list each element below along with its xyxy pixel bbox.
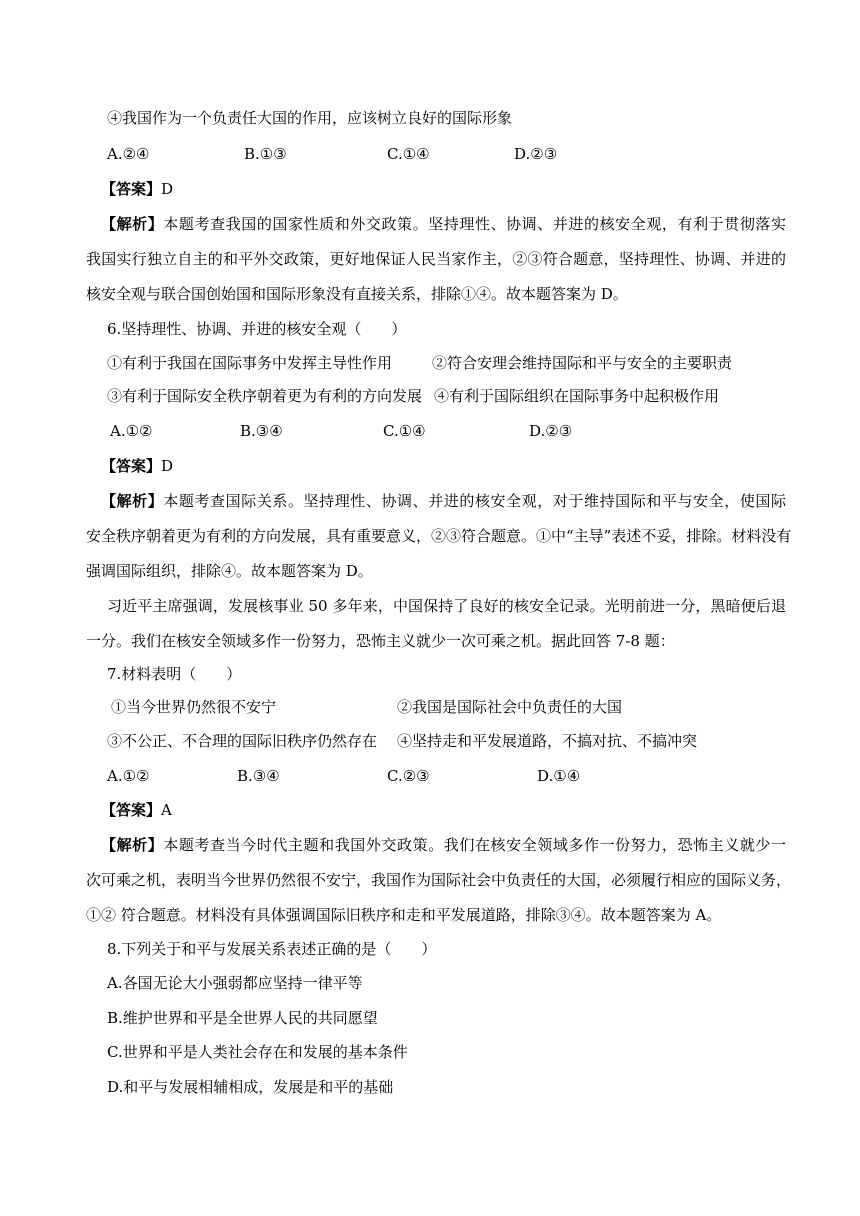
- q7-stem: 7.材料表明（ ）: [107, 665, 242, 683]
- q6-option-3: ③有利于国际安全秩序朝着更为有利的方向发展: [107, 387, 423, 405]
- answer-label: 【答案】: [101, 457, 162, 475]
- material-line-2: 一分。我们在核安全领域多作一份努力，恐怖主义就少一次可乘之机。据此回答 7-8 题：: [86, 632, 675, 650]
- q7-analysis-line-2: 次可乘之机，表明当今世界仍然很不安宁，我国作为国际社会中负责任的大国，必须履行相应的国际义务，: [86, 871, 792, 889]
- q8-option-a: A.各国无论大小强弱都应坚持一律平等: [107, 974, 363, 992]
- answer-label: 【答案】: [101, 180, 162, 198]
- q5-choice-b: B.①③: [244, 145, 287, 163]
- q5-answer: [101, 179, 801, 199]
- q5-choice-d: D.②③: [514, 145, 558, 163]
- q5-analysis-line-1: 【解析】本题考查我国的国家性质和外交政策。坚持理性、协调、并进的核安全观，有利于贯彻落实: [101, 215, 786, 233]
- q6-answer: [101, 456, 801, 476]
- q7-choice-b: B.③④: [237, 767, 280, 785]
- q7-option-1: ①当今世界仍然很不安宁: [111, 698, 277, 716]
- analysis-label: 【解析】: [101, 215, 164, 233]
- q7-choice-c: C.②③: [387, 767, 430, 785]
- q7-option-2: ②我国是国际社会中负责任的大国: [397, 698, 623, 716]
- q6-choice-c: C.①④: [383, 422, 426, 440]
- q6-choice-d: D.②③: [529, 422, 573, 440]
- answer-value: D: [161, 180, 174, 198]
- q6-analysis-line-2: 安全秩序朝着更为有利的方向发展，具有重要意义，②③符合题意。①中“主导”表述不妥，排除。材料没有: [86, 527, 792, 545]
- analysis-label: 【解析】: [101, 836, 164, 854]
- q7-choice-a: A.①②: [107, 767, 150, 785]
- q7-option-4: ④坚持走和平发展道路，不搞对抗、不搞冲突: [397, 732, 698, 750]
- q6-analysis-line-3: 强调国际组织，排除④。故本题答案为 D。: [86, 562, 373, 580]
- answer-value: D: [161, 457, 174, 475]
- q7-analysis-line-1: 【解析】本题考查当今时代主题和我国外交政策。我们在核安全领域多作一份努力，恐怖主义就少一: [101, 836, 786, 854]
- q6-option-2: ②符合安理会维持国际和平与安全的主要职责: [432, 354, 733, 372]
- q6-choice-a: A.①②: [110, 422, 153, 440]
- q7-choice-d: D.①④: [537, 767, 581, 785]
- q5-analysis-line-3: 核安全观与联合国创始国和国际形象没有直接关系，排除①④。故本题答案为 D。: [86, 285, 628, 303]
- q7-option-3: ③不公正、不合理的国际旧秩序仍然存在: [107, 732, 378, 750]
- answer-value: A: [161, 801, 172, 819]
- answer-label: 【答案】: [101, 801, 162, 819]
- q6-option-4: ④有利于国际组织在国际事务中起积极作用: [434, 387, 720, 405]
- q5-choice-c: C.①④: [387, 145, 430, 163]
- q8-option-c: C.世界和平是人类社会存在和发展的基本条件: [107, 1043, 408, 1061]
- q6-option-1: ①有利于我国在国际事务中发挥主导性作用: [107, 354, 393, 372]
- q8-option-b: B.维护世界和平是全世界人民的共同愿望: [107, 1009, 378, 1027]
- q5-option-4: ④我国作为一个负责任大国的作用，应该树立良好的国际形象: [107, 109, 513, 127]
- analysis-label: 【解析】: [101, 492, 164, 510]
- q7-answer: [101, 800, 801, 820]
- material-line-1: 习近平主席强调，发展核事业 50 多年来，中国保持了良好的核安全记录。光明前进一分，黑暗便后退: [107, 597, 786, 615]
- q8-option-d: D.和平与发展相辅相成，发展是和平的基础: [107, 1078, 394, 1096]
- q6-choice-b: B.③④: [240, 422, 283, 440]
- q6-stem: 6.坚持理性、协调、并进的核安全观（ ）: [107, 320, 407, 338]
- q7-analysis-line-3: ①② 符合题意。材料没有具体强调国际旧秩序和走和平发展道路，排除③④。故本题答案为 A。: [86, 906, 722, 924]
- q6-analysis-line-1: 【解析】本题考查国际关系。坚持理性、协调、并进的核安全观，对于维持国际和平与安全，使国际: [101, 492, 786, 510]
- q8-stem: 8.下列关于和平与发展关系表述正确的是（ ）: [107, 940, 437, 958]
- q5-analysis-line-2: 我国实行独立自主的和平外交政策，更好地保证人民当家作主，②③符合题意，坚持理性、协调、并进的: [86, 250, 786, 268]
- q5-choice-a: A.②④: [107, 145, 150, 163]
